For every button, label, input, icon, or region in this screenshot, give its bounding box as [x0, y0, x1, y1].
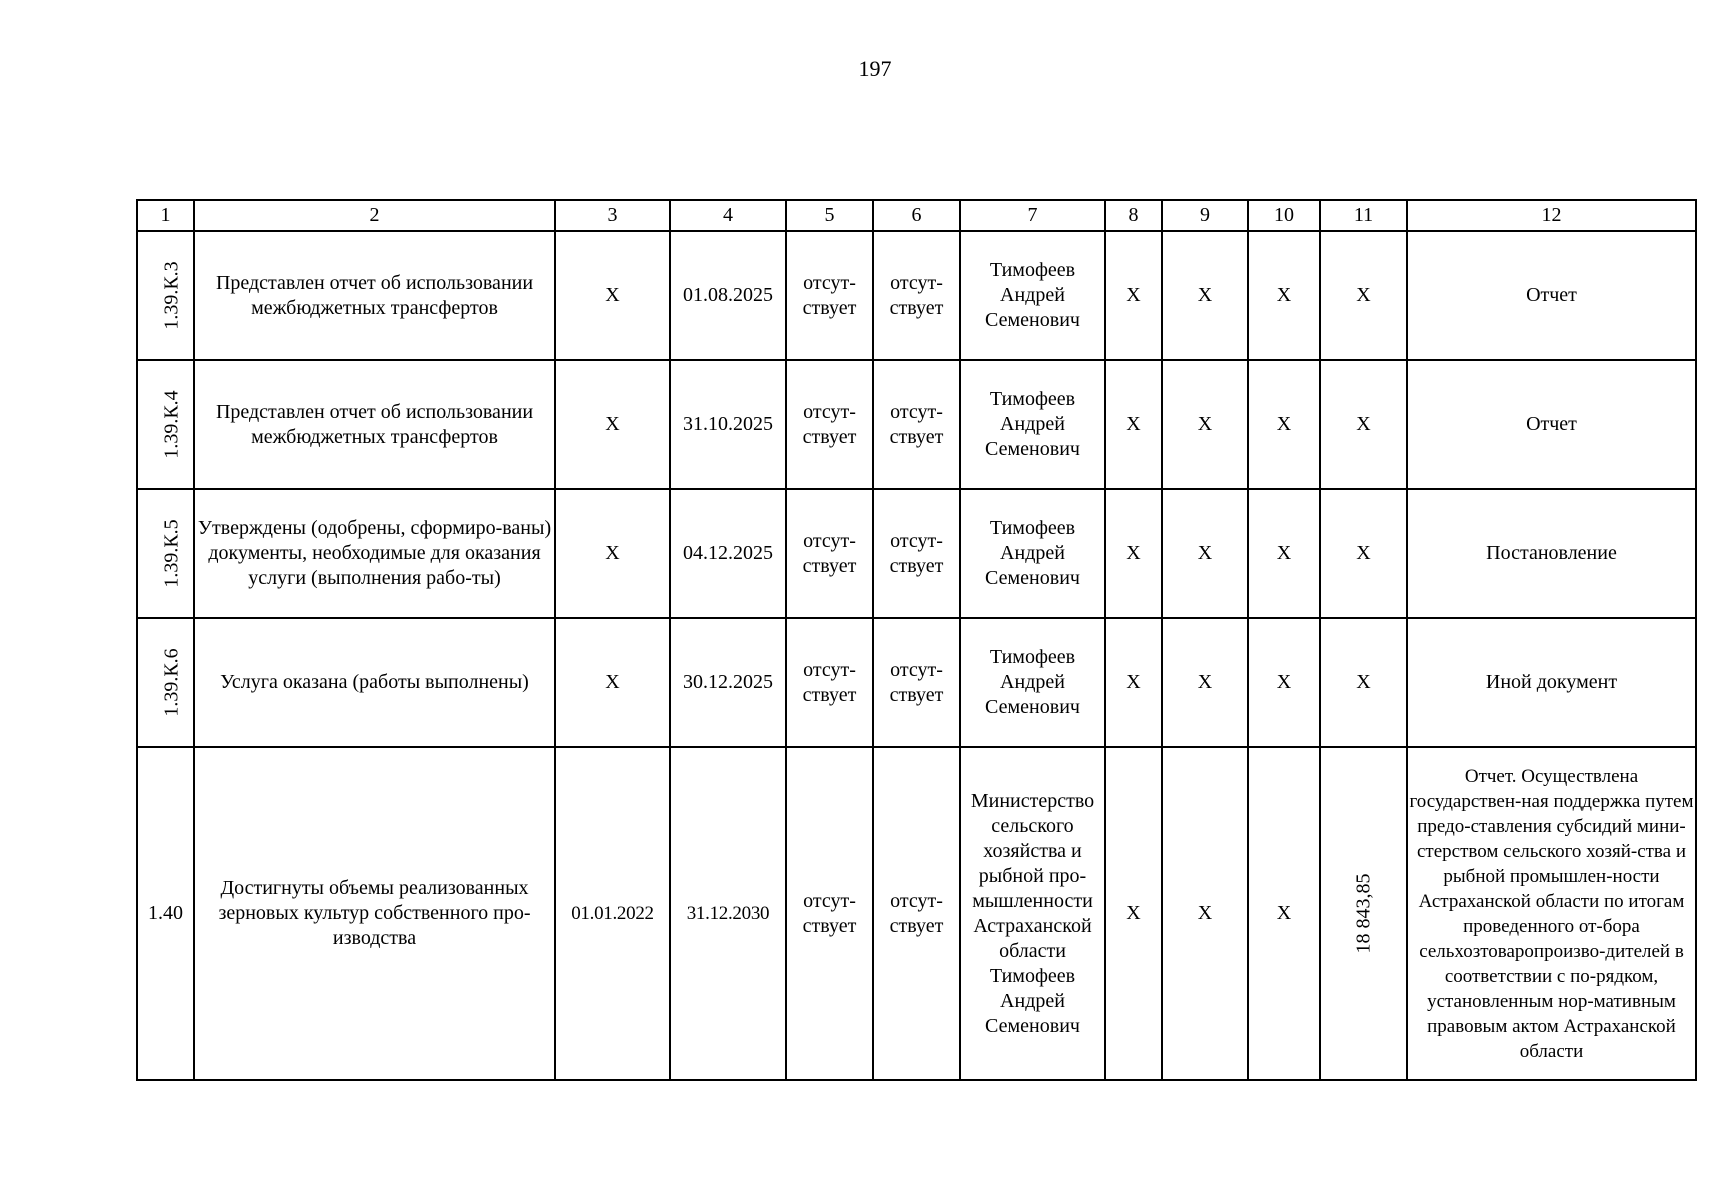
row-start: X: [555, 618, 670, 747]
row-col5: отсут-ствует: [786, 489, 873, 618]
row-name: Утверждены (одобрены, сформиро-ваны) документы, необходимые для оказания услуги (выполнения рабо-ты): [194, 489, 555, 618]
row-code: 1.39.К.4: [137, 360, 194, 489]
row-name: Представлен отчет об использовании межбюджетных трансфертов: [194, 360, 555, 489]
row-responsible: Тимофеев Андрей Семенович: [960, 360, 1105, 489]
row-col9: X: [1162, 747, 1248, 1080]
column-number: 1: [137, 200, 194, 231]
row-col9: X: [1162, 360, 1248, 489]
row-col10: X: [1248, 489, 1320, 618]
column-number: 3: [555, 200, 670, 231]
row-end: 31.12.2030: [670, 747, 786, 1080]
row-col11: X: [1320, 231, 1407, 360]
row-col8: X: [1105, 360, 1162, 489]
column-number: 2: [194, 200, 555, 231]
column-number: 10: [1248, 200, 1320, 231]
row-col9: X: [1162, 231, 1248, 360]
row-start: 01.01.2022: [555, 747, 670, 1080]
row-responsible: Министерство сельского хозяйства и рыбной про-мышленности Астраханской области Тимофеев Андрей Семенович: [960, 747, 1105, 1080]
row-col5: отсут-ствует: [786, 360, 873, 489]
row-col6: отсут-ствует: [873, 747, 960, 1080]
row-start: X: [555, 360, 670, 489]
row-col9: X: [1162, 618, 1248, 747]
row-end: 01.08.2025: [670, 231, 786, 360]
row-name: Представлен отчет об использовании межбюджетных трансфертов: [194, 231, 555, 360]
row-col10: X: [1248, 231, 1320, 360]
column-number: 4: [670, 200, 786, 231]
row-col6: отсут-ствует: [873, 618, 960, 747]
row-col8: X: [1105, 618, 1162, 747]
row-code: 1.39.К.5: [137, 489, 194, 618]
row-col8: X: [1105, 747, 1162, 1080]
row-col11: 18 843,85: [1320, 747, 1407, 1080]
table-row: [137, 618, 1696, 747]
row-col11: X: [1320, 618, 1407, 747]
row-end: 30.12.2025: [670, 618, 786, 747]
table-row: [137, 231, 1696, 360]
row-col11: X: [1320, 489, 1407, 618]
row-responsible: Тимофеев Андрей Семенович: [960, 618, 1105, 747]
row-col6: отсут-ствует: [873, 489, 960, 618]
column-number: 5: [786, 200, 873, 231]
row-col8: X: [1105, 231, 1162, 360]
column-number: 11: [1320, 200, 1407, 231]
column-number: 9: [1162, 200, 1248, 231]
plan-table: [136, 199, 1697, 1081]
table-row: [137, 747, 1696, 1080]
row-document: Иной документ: [1407, 618, 1696, 747]
row-col6: отсут-ствует: [873, 231, 960, 360]
row-document: Постановление: [1407, 489, 1696, 618]
row-col5: отсут-ствует: [786, 231, 873, 360]
column-number: 7: [960, 200, 1105, 231]
column-number: 6: [873, 200, 960, 231]
row-start: X: [555, 231, 670, 360]
row-code: 1.39.К.6: [137, 618, 194, 747]
row-col10: X: [1248, 360, 1320, 489]
row-name: Услуга оказана (работы выполнены): [194, 618, 555, 747]
row-document: Отчет: [1407, 360, 1696, 489]
column-number-row: [137, 200, 1696, 231]
row-col8: X: [1105, 489, 1162, 618]
row-code: 1.39.К.3: [137, 231, 194, 360]
row-col11: X: [1320, 360, 1407, 489]
row-col9: X: [1162, 489, 1248, 618]
row-end: 04.12.2025: [670, 489, 786, 618]
column-number: 8: [1105, 200, 1162, 231]
table-row: [137, 360, 1696, 489]
row-code: 1.40: [137, 747, 194, 1080]
row-name: Достигнуты объемы реализованных зерновых культур собственного про-изводства: [194, 747, 555, 1080]
column-number: 12: [1407, 200, 1696, 231]
table-row: [137, 489, 1696, 618]
row-col10: X: [1248, 747, 1320, 1080]
row-start: X: [555, 489, 670, 618]
row-col5: отсут-ствует: [786, 747, 873, 1080]
row-col5: отсут-ствует: [786, 618, 873, 747]
row-col10: X: [1248, 618, 1320, 747]
row-col6: отсут-ствует: [873, 360, 960, 489]
row-responsible: Тимофеев Андрей Семенович: [960, 489, 1105, 618]
row-end: 31.10.2025: [670, 360, 786, 489]
row-document: Отчет. Осуществлена государствен-ная поддержка путем предо-ставления субсидий мини-стерством сельского хозяй-ства и рыбной промышлен-ности Астраханской области по итогам проведенного от-бора сельхозтоваропроизво-дителей в соответствии с по-рядком, установленным нор-мативным правовым актом Астраханской области: [1407, 747, 1696, 1080]
row-responsible: Тимофеев Андрей Семенович: [960, 231, 1105, 360]
row-document: Отчет: [1407, 231, 1696, 360]
page-number: 197: [858, 56, 892, 81]
